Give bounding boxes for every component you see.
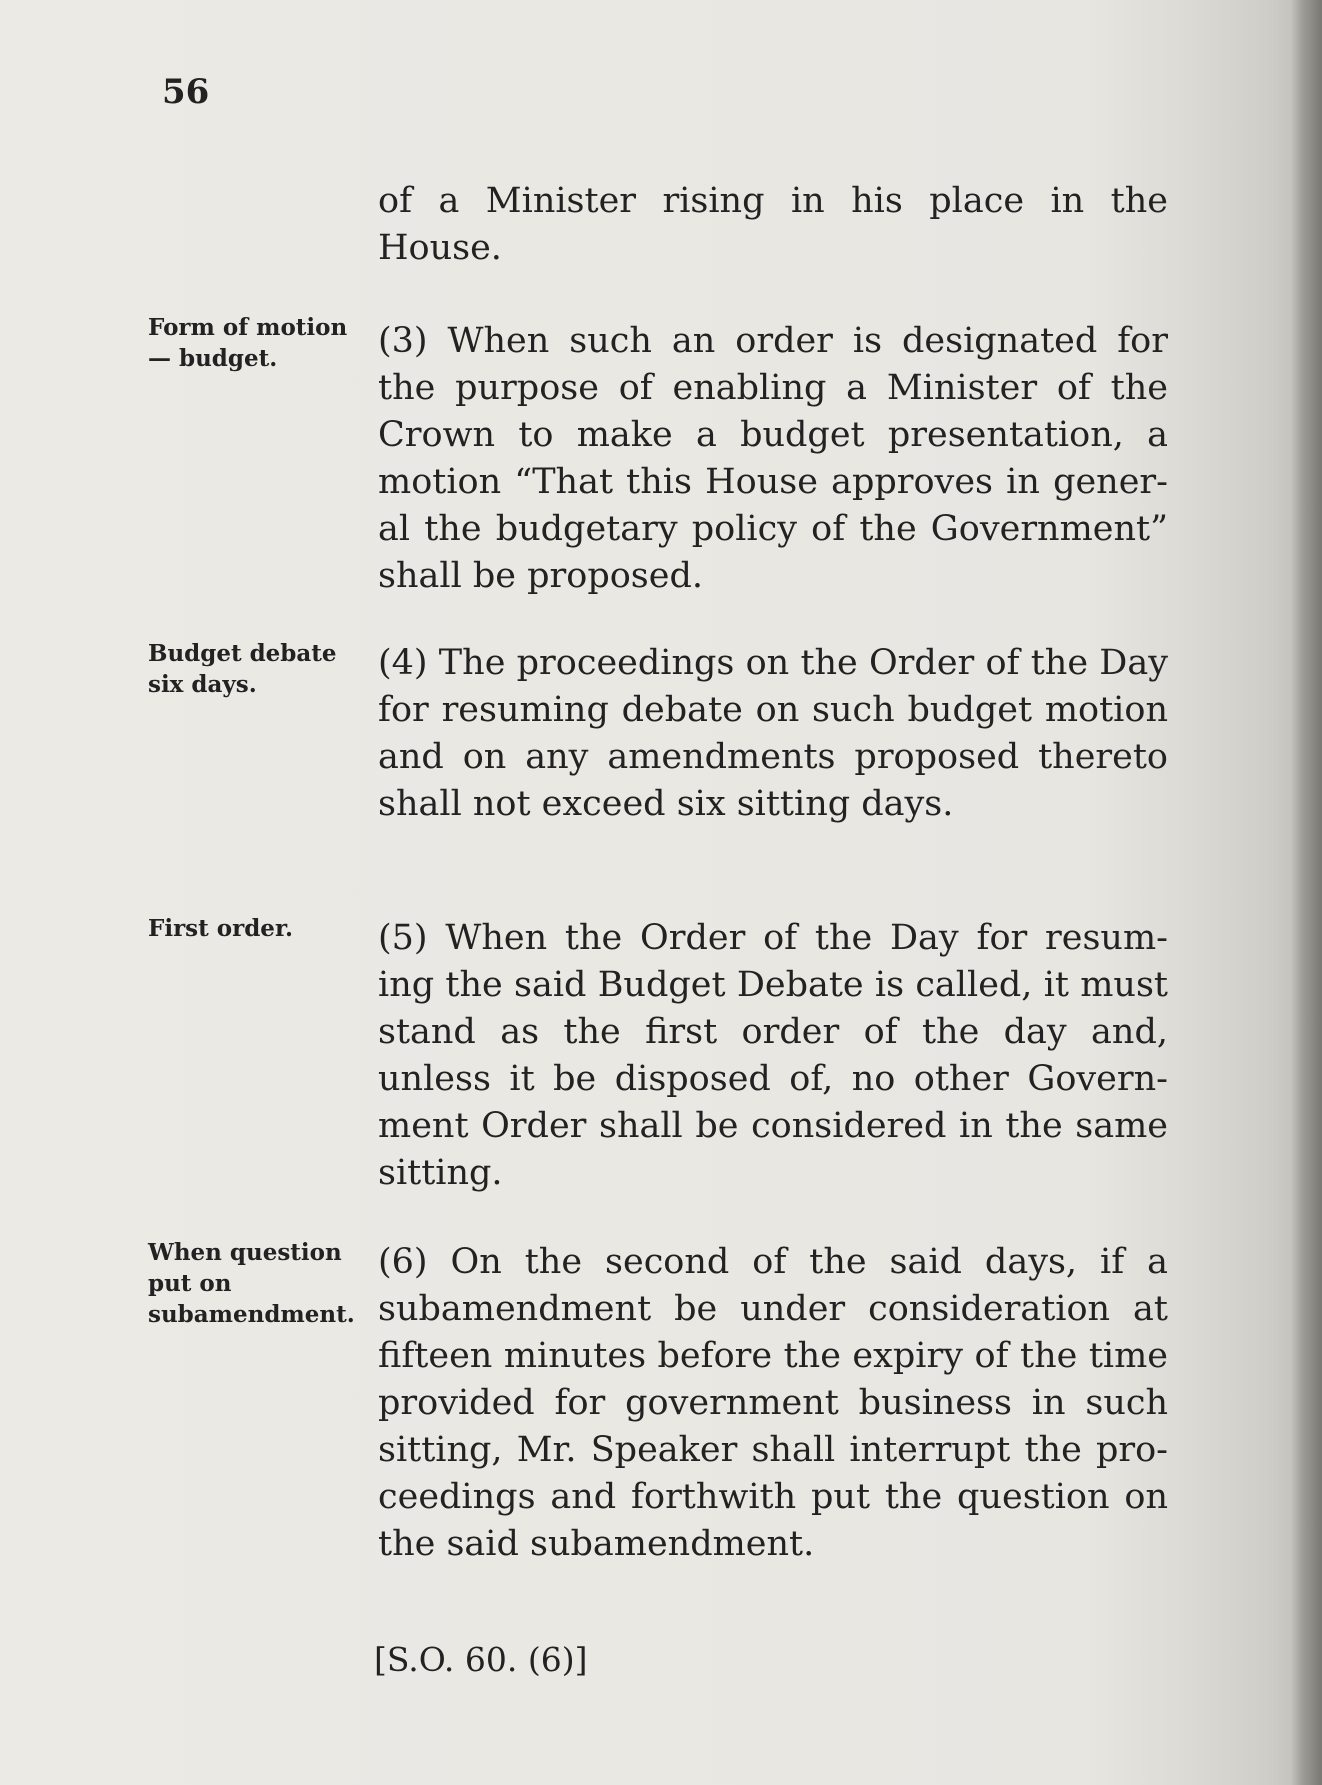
paragraph-continuation: of a Minister rising in his place in the House. (378, 181, 1168, 268)
paragraph-3: (3) When such an order is designated for the purpose of enabling a Minister of the Crown to make a budget presentation, a motion “That this House approves in gener-al the budgetary policy of the Government” shall be proposed. (378, 321, 1168, 596)
standing-order-citation: [S.O. 60. (6)] (374, 1640, 588, 1679)
margin-note-budget-debate: Budget debate six days. (148, 640, 337, 698)
page-number: 56 (162, 72, 210, 112)
binding-edge (1290, 0, 1322, 1785)
margin-note-subamendment: When question put on subamendment. (148, 1239, 355, 1328)
margin-note-first-order: First order. (148, 915, 293, 942)
paragraph-5: (5) When the Order of the Day for resum-ing the said Budget Debate is called, it must stand as the first order of the day and, unless it be disposed of, no other Govern-ment Order shall be considered in the same sitting. (378, 918, 1168, 1193)
margin-note-form-of-motion: Form of motion— budget. (148, 314, 348, 372)
paragraph-6: (6) On the second of the said days, if a subamendment be under consideration at fifteen minutes before the expiry of the time provided for government business in such sitting, Mr. Speaker shall interrupt the pro-ceedings and forthwith put the question on the said subamendment. (378, 1242, 1168, 1564)
paragraph-4: (4) The proceedings on the Order of the Day for resuming debate on such budget motion and on any amendments proposed thereto shall not exceed six sitting days. (378, 643, 1168, 824)
